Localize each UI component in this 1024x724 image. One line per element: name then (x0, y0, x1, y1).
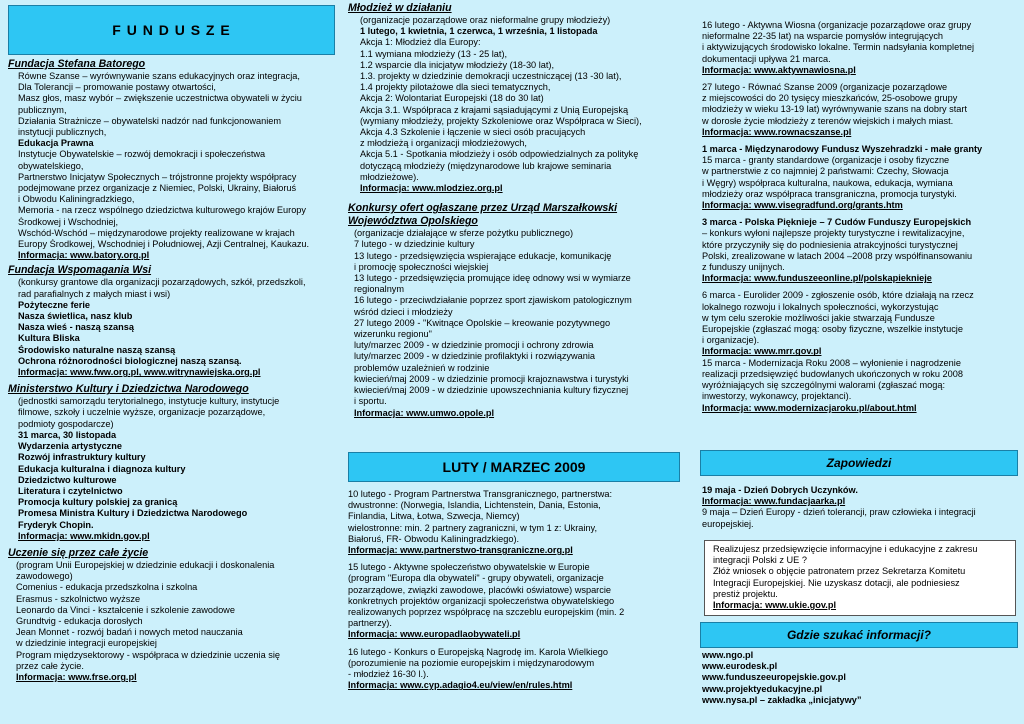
text-line: 27 lutego - Równać Szanse 2009 (organizacje pozarządowe (702, 82, 948, 93)
text-line: dwustronne: (Norwegia, Islandia, Lichtenstein, Dania, Estonia, (348, 500, 601, 511)
text-line: (program "Europa dla obywateli" - grupy obywateli, organizacje (348, 573, 604, 584)
text-line: Nasza wieś - naszą szansą (18, 322, 134, 333)
text-line: (program Unii Europejskiej w dziedzinie edukacji i doskonalenia (16, 559, 275, 570)
text-line: i Węgry) współpraca kulturalna, naukowa, edukacja, wymiana (702, 177, 953, 188)
info-link[interactable]: www.nysa.pl – zakładka „inicjatywy” (702, 694, 862, 705)
text-line: Promocja kultury polskiej za granicą (18, 497, 178, 508)
info-link[interactable]: www.projektyedukacyjne.pl (702, 683, 823, 694)
text-line: Dla Tolerancji – promowanie postawy otwartości, (18, 82, 216, 93)
info-link[interactable]: Informacja: www.visegradfund.org/grants.htm (702, 200, 903, 211)
text-line: Partnerstwo Inicjatyw Społecznych – trójstronne projekty współpracy (18, 171, 297, 182)
text-line: obywatelskiego, (18, 160, 84, 171)
info-link[interactable]: Informacja: www.ukie.gov.pl (713, 600, 837, 611)
text-line: z młodzieżą i organizacji młodzieżowych, (360, 138, 527, 149)
text-line: (wymiany młodzieży, projekty Szkoleniowe oraz Współpraca w Sieci), (360, 115, 642, 126)
text-line: 31 marca, 30 listopada (18, 429, 117, 440)
text-line: publicznym, (18, 104, 67, 115)
text-line: integracji Polski z UE ? (713, 555, 807, 566)
info-link[interactable]: www.ngo.pl (702, 650, 754, 660)
text-line: 3 marca - Polska Pięknieje – 7 Cudów Funduszy Europejskich (702, 217, 972, 228)
text-line: (jednostki samorządu terytorialnego, instytucje kultury, instytucje (18, 396, 280, 407)
text-line: 15 marca - Modernizacja Roku 2008 – wyłonienie i nagrodzenie (702, 357, 961, 368)
text-line: Integracji Europejskiej. Nie uzyskasz dotacji, ale podniesiesz (713, 577, 960, 588)
text-line: kwiecień/maj 2009 - w dziedzinie promocji krajoznawstwa i turystyki (354, 373, 629, 384)
text-line: w tym celu szerokie możliwości jakie stwarzają Fundusze (702, 312, 935, 323)
text-line: realizowanych poprzez współpracę na szczeblu europejskim (min. 2 (348, 607, 625, 618)
llp-list (8, 560, 338, 683)
text-line: Ochrona różnorodności biologicznej naszą szansą. (18, 355, 242, 366)
llp-heading: Uczenie się przez całe życie (8, 546, 149, 559)
konkursy-list (348, 228, 678, 418)
text-line: 1 lutego, 1 kwietnia, 1 czerwca, 1 września, 1 listopada (360, 26, 598, 37)
text-line: Program międzysektorowy - współpraca w dziedzinie uczenia się (16, 649, 280, 660)
text-line: (organizacje działające w sferze pożytku publicznego) (354, 228, 574, 239)
text-line: - młodzież 16-30 l.). (348, 669, 429, 680)
text-line: regionalnym (354, 284, 405, 295)
text-line: (porozumienie na poziomie europejskim i międzynarodowym (348, 657, 595, 668)
text-line: (konkursy grantowe dla organizacji pozarządowych, szkół, przedszkoli, (18, 277, 306, 288)
info-link[interactable]: www.eurodesk.pl (702, 661, 778, 672)
info-links-list (702, 650, 1020, 706)
text-line: Środowisko naturalne naszą szansą (18, 344, 176, 355)
text-line: i aktywizujących środowisko lokalne. Termin nadsyłania kompletnej (702, 42, 975, 53)
text-line: (organizacje pozarządowe oraz nieformalne grupy młodzieży) (360, 15, 611, 25)
info-link[interactable]: Informacja: www.funduszeeonline.pl/polskapieknieje (702, 273, 932, 284)
text-line: Kultura Bliska (18, 333, 80, 344)
konkursy-heading-1: Konkursy ofert ogłaszane przez Urząd Marszałkowski (348, 202, 618, 215)
gdzie-box (700, 622, 1018, 648)
events-list (702, 20, 1020, 414)
fundusze-title: F U N D U S Z E (112, 22, 231, 38)
info-link[interactable]: Informacja: www.rownacszanse.pl (702, 126, 852, 137)
text-line: Polski, zrealizowane w latach 2004 –2008 przy współfinansowaniu (702, 250, 973, 261)
text-line: wyróżniających się szczególnymi walorami (zgłaszać mogą: (702, 380, 946, 391)
text-line: Edukacja Prawna (18, 138, 94, 149)
text-line: Literatura i czytelnictwo (18, 485, 123, 496)
mkidn-heading: Ministerstwo Kultury i Dziedzictwa Narodowego (8, 383, 249, 396)
text-line: Akcja 3.1. Współpraca z krajami sąsiadującymi z Unią Europejską (360, 104, 629, 115)
text-line: zawodowego) (16, 571, 73, 582)
info-link[interactable]: Informacja: www.partnerstwo-transgraniczne.org.pl (348, 545, 573, 556)
luty-marzec-title: LUTY / MARZEC 2009 (442, 459, 586, 475)
text-line: z funduszy unijnych. (702, 262, 785, 273)
mkidn-list (8, 396, 338, 542)
text-line: Erasmus - szkolnictwo wyższe (16, 593, 141, 604)
text-line: Złóż wniosek o objęcie patronatem przez Sekretarza Komitetu (713, 566, 966, 577)
zapowiedzi-title: Zapowiedzi (826, 456, 892, 470)
info-link[interactable]: Informacja: www.mrr.gov.pl (702, 346, 822, 357)
text-line: 1.1 wymiana młodzieży (13 - 25 lat), (360, 48, 508, 59)
mlodziez-heading: Młodzież w działaniu (348, 2, 452, 14)
zapowiedzi-list (702, 485, 1020, 530)
text-line: w dorosłe życie młodzieży z terenów wiejskich i małych miast. (702, 115, 954, 126)
text-line: luty/marzec 2009 - w dziedzinie promocji i ochrony zdrowia (354, 340, 594, 351)
batory-list (8, 71, 338, 261)
info-link[interactable]: Informacja: www.umwo.opole.pl (354, 407, 495, 418)
info-link[interactable]: Informacja: www.modernizacjaroku.pl/about.html (702, 402, 917, 413)
info-link[interactable]: Informacja: www.fundacjaarka.pl (702, 496, 846, 507)
text-line: 16 lutego - przeciwdziałanie poprzez sport zjawiskom patologicznym (354, 295, 632, 306)
text-line: lokalnego rozwoju i lokalnych społeczności, wykorzystując (702, 301, 939, 312)
text-line: Działania Strażnicze – obywatelski nadzór nad funkcjonowaniem (18, 115, 282, 126)
text-line: 1.3. projekty w dziedzinie demokracji uczestniczącej (13 -30 lat), (360, 71, 622, 82)
text-line: Europejskie (zgłaszać mogą: osoby fizyczne, wszelkie instytucje (702, 324, 963, 335)
info-link[interactable]: Informacja: www.mkidn.gov.pl (18, 530, 150, 541)
text-line: Nasza świetlica, nasz klub (18, 311, 133, 322)
info-link[interactable]: Informacja: www.europadlaobywateli.pl (348, 629, 521, 640)
column-2 (348, 2, 678, 419)
text-line: Dziedzictwo kulturowe (18, 474, 117, 485)
text-line: Grundtvig - edukacja dorosłych (16, 615, 143, 626)
text-line: Comenius - edukacja przedszkolna i szkolna (16, 582, 198, 593)
text-line: 15 marca - granty standardowe (organizacje i osoby fizyczne (702, 155, 950, 166)
text-line: Środkowej i Wschodniej, (18, 216, 119, 227)
text-line: 27 lutego 2009 - "Kwitnące Opolskie – kreowanie pozytywnego (354, 317, 611, 328)
text-line: Edukacja kulturalna i diagnoza kultury (18, 463, 186, 474)
text-line: rad parafialnych z małych miast i wsi) (18, 288, 171, 299)
text-line: 1 marca - Międzynarodowy Fundusz Wyszehradzki - małe granty (702, 144, 983, 155)
text-line: młodzieży oraz współpraca transgraniczna, promocja turystyki. (702, 188, 957, 199)
text-line: Memoria - na rzecz wspólnego dziedzictwa kulturowego krajów Europy (18, 205, 307, 216)
text-line: podejmowane przez organizacje z Niemiec, Polski, Ukrainy, Białoruś (18, 183, 297, 194)
text-line: Rozwój infrastruktury kultury (18, 452, 146, 463)
text-line: instytucji publicznych, (18, 127, 107, 138)
text-line: podmioty gospodarcze) (18, 418, 114, 429)
text-line: Akcja 2: Wolontariat Europejski (18 do 30 lat) (360, 93, 544, 104)
text-line: Jean Monnet - rozwój badań i nowych metod nauczania (16, 627, 243, 638)
text-line: inwestorzy, wykonawcy, projektanci). (702, 391, 852, 402)
text-line: Instytucje Obywatelskie – rozwój demokracji i społeczeństwa (18, 149, 266, 160)
program-list (348, 489, 678, 691)
fww-list (8, 277, 338, 378)
text-line: Masz głos, masz wybór – zwiększenie uczestnictwa obywateli w życiu (18, 93, 302, 104)
info-link[interactable]: Informacja: www.aktywnawiosna.pl (702, 64, 856, 75)
luty-marzec-box (348, 452, 680, 482)
text-line: 19 maja - Dzień Dobrych Uczynków. (702, 485, 858, 495)
text-line: partnerzy). (348, 618, 392, 629)
text-line: – konkurs wyłoni najlepsze projekty turystyczne i rewitalizacyjne, (702, 228, 965, 239)
ukie-list (705, 541, 1015, 614)
text-line: Równe Szanse – wyrównywanie szans edukacyjnych oraz integracja, (18, 71, 300, 81)
text-line: konkretnych projektów organizacji społeczeństwa obywatelskiego (348, 595, 615, 606)
text-line: problemów uzależnień w rodzinie (354, 362, 490, 373)
text-line: 13 lutego - przedsięwzięcia promujące ideę odnowy wsi w wymiarze (354, 273, 631, 284)
info-link[interactable]: Informacja: www.fww.org.pl, www.witrynawiejska.org.pl (18, 367, 261, 378)
text-line: Akcja 1: Młodzież dla Europy: (360, 37, 481, 48)
text-line: Białoruś, FR- Obwodu Kaliningradzkiego). (348, 533, 520, 544)
text-line: Pożyteczne ferie (18, 299, 90, 310)
text-line: 10 lutego - Program Partnerstwa Transgranicznego, partnerstwa: (348, 489, 613, 499)
text-line: Finlandia, Litwa, Łotwa, Szwecja, Niemcy) (348, 511, 520, 522)
ukie-info-box (704, 540, 1016, 616)
text-line: realizacji przedsięwzięć budowlanych ukończonych w roku 2008 (702, 368, 963, 379)
text-line: kwiecień/maj 2009 - w dziedzinie upowszechniania kultury fizycznej (354, 385, 629, 396)
text-line: 1.4 projekty pilotażowe dla sieci tematycznych, (360, 82, 551, 93)
text-line: Realizujesz przedsięwzięcie informacyjne i edukacyjne z zakresu (713, 544, 978, 554)
text-line: i Obwodu Kaliningradzkiego, (18, 194, 135, 205)
text-line: wizerunku regionu" (354, 329, 432, 340)
gdzie-title: Gdzie szukać informacji? (786, 628, 932, 642)
text-line: młodzieżowe). (360, 171, 419, 182)
text-line: 16 lutego - Konkurs o Europejską Nagrodę im. Karola Wielkiego (348, 646, 608, 657)
text-line: filmowe, szkoły i uczelnie wyższe, organizacje pozarządowe, (18, 407, 266, 418)
column-1 (8, 58, 338, 683)
text-line: Europy Środkowej, Wschodniej i Południowej, Azji Centralnej, Kaukazu. (18, 239, 310, 250)
text-line: Leonardo da Vinci - kształcenie i szkolenie zawodowe (16, 604, 235, 615)
text-line: prestiż projektu. (713, 588, 778, 599)
text-line: Wschód-Wschód – międzynarodowe projekty realizowane w krajach (18, 227, 295, 238)
column-2-lower (348, 489, 678, 691)
text-line: 16 lutego - Aktywna Wiosna (organizacje pozarządowe oraz grupy (702, 20, 972, 30)
batory-heading: Fundacja Stefana Batorego (8, 58, 146, 70)
zapowiedzi-box (700, 450, 1018, 476)
text-line: w partnerstwie z co najmniej 2 państwami: Czechy, Słowacja (702, 166, 949, 177)
text-line: 1.2 wsparcie dla inicjatyw młodzieży (18-30 lat), (360, 59, 555, 70)
info-link[interactable]: Informacja: www.frse.org.pl (16, 671, 137, 682)
column-3 (702, 20, 1020, 414)
text-line: luty/marzec 2009 - w dziedzinie profilaktyki i rozwiązywania (354, 351, 596, 362)
info-link[interactable]: Informacja: www.batory.org.pl (18, 250, 150, 261)
text-line: 15 lutego - Aktywne społeczeństwo obywatelskie w Europie (348, 562, 590, 573)
text-line: 6 marca - Eurolider 2009 - zgłoszenie osób, które działają na rzecz (702, 290, 974, 301)
info-link[interactable]: Informacja: www.mlodziez.org.pl (360, 183, 503, 194)
text-line: wśród dzieci i młodzieży (354, 306, 453, 317)
mlodziez-list (348, 15, 678, 194)
text-line: i promocję społeczności wiejskiej (354, 261, 489, 272)
text-line: nieformalne 22-35 lat) na wsparcie pomysłów integrujących (702, 31, 944, 42)
text-line: 9 maja – Dzień Europy - dzień tolerancji, praw człowieka i integracji (702, 507, 976, 518)
text-line: z miejscowości do 20 tysięcy mieszkańców, 25-osobowe grupy (702, 93, 958, 104)
text-line: 7 lutego - w dziedzinie kultury (354, 239, 475, 250)
text-line: Promesa Ministra Kultury i Dziedzictwa Narodowego (18, 508, 248, 519)
info-link[interactable]: www.funduszeeuropejskie.gov.pl (702, 672, 846, 683)
info-link[interactable]: Informacja: www.cyp.adagio4.eu/view/en/rules.html (348, 680, 573, 691)
text-line: i sportu. (354, 396, 387, 407)
text-line: młodzieży w wieku 13-19 lat) wyrównywanie szans na dobry start (702, 104, 968, 115)
text-line: przez całe życie. (16, 660, 84, 671)
fundusze-title-box (8, 5, 335, 55)
text-line: europejskiej. (702, 518, 754, 529)
text-line: dotyczącą młodzieży (międzynarodowe lub krajowe seminaria (360, 160, 612, 171)
zapowiedzi-content (702, 485, 1020, 530)
text-line: 13 lutego - przedsięwzięcia wspierające edukacje, komunikację (354, 250, 612, 261)
text-line: Fryderyk Chopin. (18, 519, 94, 530)
fww-heading: Fundacja Wspomagania Wsi (8, 264, 152, 277)
text-line: Akcja 5.1 - Spotkania młodzieży i osób odpowiedzialnych za politykę (360, 149, 639, 160)
text-line: Wydarzenia artystyczne (18, 441, 123, 452)
text-line: w dziedzinie integracji europejskiej (16, 638, 157, 649)
links-column (702, 650, 1020, 706)
text-line: i organizacje). (702, 335, 760, 346)
konkursy-heading-2: Województwa Opolskiego (348, 215, 478, 228)
text-line: pozarządowe, związki zawodowe, placówki oświatowe) wsparcie (348, 584, 611, 595)
text-line: Akcja 4.3 Szkolenie i łączenie w sieci osób pracujących (360, 127, 586, 138)
text-line: dokumentacji upływa 21 marca. (702, 53, 831, 64)
text-line: które przyczyniły się do podniesienia atrakcyjności turystycznej (702, 239, 958, 250)
text-line: wielostronne: min. 2 partnery zagraniczni, w tym 1 z: Ukrainy, (348, 522, 598, 533)
